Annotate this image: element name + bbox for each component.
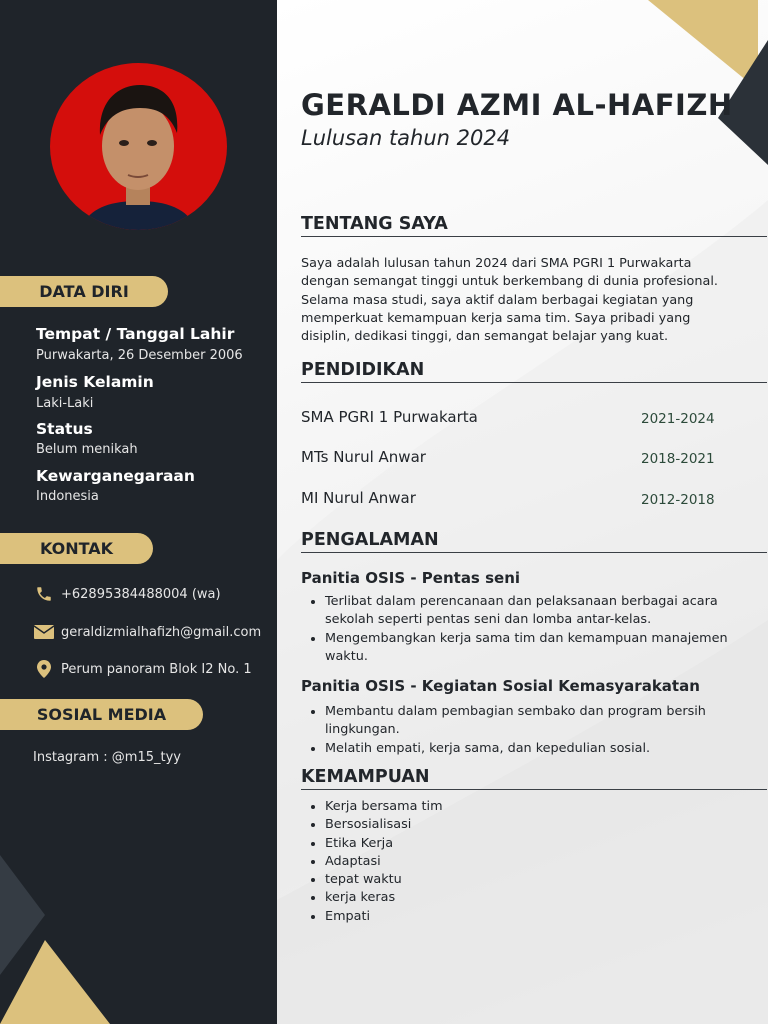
kontak-heading: KONTAK — [0, 533, 153, 564]
list-item: • Terlibat dalam perencanaan dan pelaksanaan berbagai acara sekolah seperti pentas seni dan lomba antar-kelas. — [325, 593, 745, 630]
graduation-subtitle: Lulusan tahun 2024 — [301, 126, 511, 150]
edu-years-3: 2012-2018 — [641, 492, 715, 508]
list-item: • Bersosialisasi — [325, 816, 745, 834]
experience-bullets-1 — [301, 593, 745, 666]
corner-decoration — [0, 855, 277, 1024]
list-item: • Empati — [325, 908, 745, 926]
list-item: • Membantu dalam pembagian sembako dan program bersih lingkungan. — [325, 703, 745, 740]
data-diri-heading: DATA DIRI — [0, 276, 168, 307]
contact-phone[interactable] — [34, 584, 221, 604]
section-kemampuan: KEMAMPUAN — [301, 767, 767, 790]
address-text: Perum panoram Blok I2 No. 1 — [61, 661, 252, 677]
email-text: geraldizmialhafizh@gmail.com — [61, 624, 262, 640]
nationality-label: Kewarganegaraan — [36, 467, 195, 485]
section-tentang-saya: TENTANG SAYA — [301, 214, 767, 237]
sidebar — [0, 0, 277, 1024]
edu-years-2: 2018-2021 — [641, 451, 715, 467]
experience-title-2: Panitia OSIS - Kegiatan Sosial Kemasyarakatan — [301, 677, 700, 695]
about-paragraph: Saya adalah lulusan tahun 2024 dari SMA PGRI 1 Purwakarta dengan semangat tinggi untuk berkembang di dunia profesional. Selama masa studi, saya aktif dalam berbagai kegiatan yang memperkuat kemampuan kerja sama tim. Saya pribadi yang disiplin, dedikasi tinggi, dan semangat belajar yang kuat. — [301, 256, 718, 345]
status-value: Belum menikah — [36, 442, 138, 457]
list-item: • kerja keras — [325, 889, 745, 907]
edu-school-2: MTs Nurul Anwar — [301, 448, 426, 466]
skills-list — [301, 798, 745, 926]
location-pin-icon — [34, 659, 54, 679]
person-silhouette-icon — [50, 63, 227, 230]
list-item: • Etika Kerja — [325, 835, 745, 853]
edu-years-1: 2021-2024 — [641, 411, 715, 427]
contact-address — [34, 659, 252, 679]
phone-icon — [34, 584, 54, 604]
gender-value: Laki-Laki — [36, 396, 94, 411]
nationality-value: Indonesia — [36, 489, 99, 504]
list-item: • Mengembangkan kerja sama tim dan kemampuan manajemen waktu. — [325, 630, 745, 667]
birth-value: Purwakarta, 26 Desember 2006 — [36, 348, 243, 363]
experience-title-1: Panitia OSIS - Pentas seni — [301, 569, 521, 587]
phone-text: +62895384488004 (wa) — [61, 586, 221, 602]
contact-email[interactable] — [34, 622, 261, 642]
edu-school-1: SMA PGRI 1 Purwakarta — [301, 408, 478, 426]
list-item: • Kerja bersama tim — [325, 798, 745, 816]
list-item: • tepat waktu — [325, 871, 745, 889]
mail-icon — [34, 622, 54, 642]
gender-label: Jenis Kelamin — [36, 373, 154, 391]
edu-school-3: MI Nurul Anwar — [301, 489, 416, 507]
experience-bullets-2 — [301, 703, 745, 758]
list-item: • Adaptasi — [325, 853, 745, 871]
instagram-handle[interactable]: Instagram : @m15_tyy — [33, 750, 181, 765]
birth-label: Tempat / Tanggal Lahir — [36, 325, 235, 343]
full-name: GERALDI AZMI AL-HAFIZH — [301, 88, 733, 122]
status-label: Status — [36, 420, 93, 438]
section-pendidikan: PENDIDIKAN — [301, 360, 767, 383]
section-pengalaman: PENGALAMAN — [301, 530, 767, 553]
profile-photo — [50, 63, 227, 230]
sosial-media-heading: SOSIAL MEDIA — [0, 699, 203, 730]
list-item: • Melatih empati, kerja sama, dan kepedulian sosial. — [325, 740, 745, 758]
